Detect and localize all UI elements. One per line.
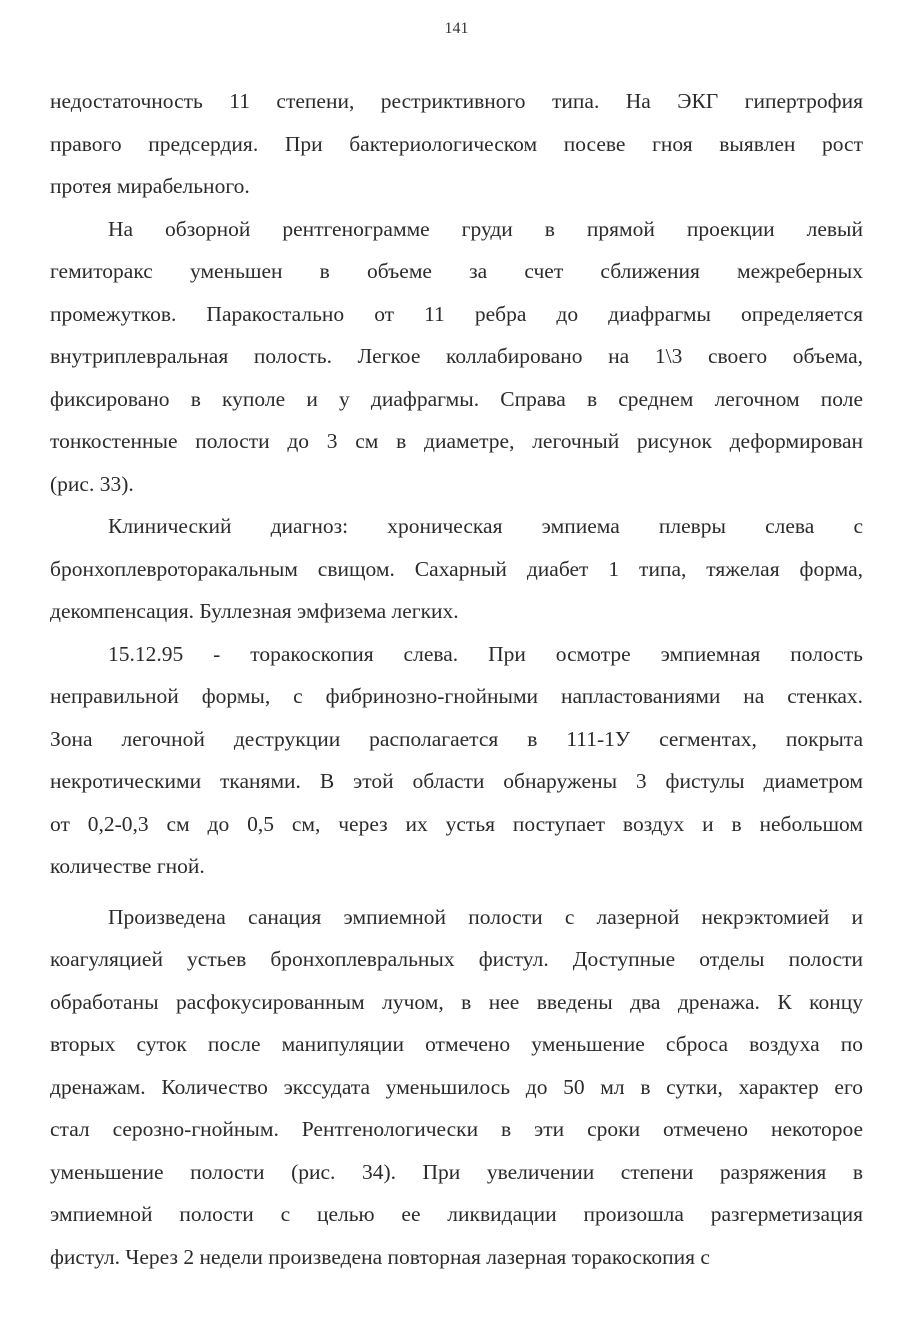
text-line: тонкостенные полости до 3 см в диаметре, легочный рисунок деформирован — [50, 429, 863, 453]
text-line: правого предсердия. При бактериологическом посеве гноя выявлен рост — [50, 131, 863, 156]
text-line: недостаточность 11 степени, рестриктивного типа. На ЭКГ гипертрофия — [50, 89, 863, 113]
text-line: протея мирабельного. — [50, 174, 250, 198]
text-line: дренажам. Количество экссудата уменьшилось до 50 мл в сутки, характер его — [50, 1074, 863, 1099]
text-line: 15.12.95 - торакоскопия слева. При осмотре эмпиемная полость — [108, 641, 863, 666]
text-line: На обзорной рентгенограмме груди в прямой проекции левый — [108, 216, 863, 241]
text-line: от 0,2-0,3 см до 0,5 см, через их устья поступает воздух и в небольшом — [50, 811, 863, 836]
text-line: промежутков. Паракостально от 11 ребра до диафрагмы определяется — [50, 301, 863, 326]
text-line: фиксировано в куполе и у диафрагмы. Справа в среднем легочном поле — [50, 386, 863, 411]
text-line: декомпенсация. Буллезная эмфизема легких. — [50, 599, 459, 623]
text-line: некротическими тканями. В этой области обнаружены 3 фистулы диаметром — [50, 769, 863, 793]
text-line: вторых суток после манипуляции отмечено уменьшение сброса воздуха по — [50, 1032, 863, 1056]
text-line: бронхоплевроторакальным свищом. Сахарный диабет 1 типа, тяжелая форма, — [50, 556, 863, 581]
text-line: гемиторакс уменьшен в объеме за счет сближения межреберных — [50, 259, 863, 283]
paragraph-3 — [50, 505, 863, 633]
text-line: Зона легочной деструкции располагается в 111-1У сегментах, покрыта — [50, 726, 863, 751]
page-number: 141 — [444, 20, 469, 37]
text-line: количестве гной. — [50, 854, 205, 878]
paragraph-1 — [50, 80, 863, 208]
text-line: уменьшение полости (рис. 34). При увеличении степени разряжения в — [50, 1159, 863, 1184]
text-line: неправильной формы, с фибринозно-гнойными напластованиями на стенках. — [50, 684, 863, 708]
body-text — [50, 80, 863, 1278]
text-line: Клинический диагноз: хроническая эмпиема плевры слева с — [108, 514, 863, 538]
text-line: стал серозно-гнойным. Рентгенологически в эти сроки отмечено некоторое — [50, 1117, 863, 1141]
paragraph-5 — [50, 896, 863, 1279]
text-line: эмпиемной полости с целью ее ликвидации произошла разгерметизация — [50, 1202, 863, 1226]
text-line: Произведена санация эмпиемной полости с лазерной некрэктомией и — [108, 904, 863, 929]
paragraph-2 — [50, 208, 863, 506]
text-line: фистул. Через 2 недели произведена повторная лазерная торакоскопия с — [50, 1244, 710, 1269]
text-line: коагуляцией устьев бронхоплевральных фистул. Доступные отделы полости — [50, 947, 863, 971]
text-line: (рис. 33). — [50, 471, 134, 496]
paragraph-4 — [50, 633, 863, 888]
text-line: обработаны расфокусированным лучом, в нее введены два дренажа. К концу — [50, 989, 863, 1014]
paragraph-gap — [50, 888, 863, 896]
text-line: внутриплевральная полость. Легкое коллабировано на 1\3 своего объема, — [50, 344, 863, 368]
